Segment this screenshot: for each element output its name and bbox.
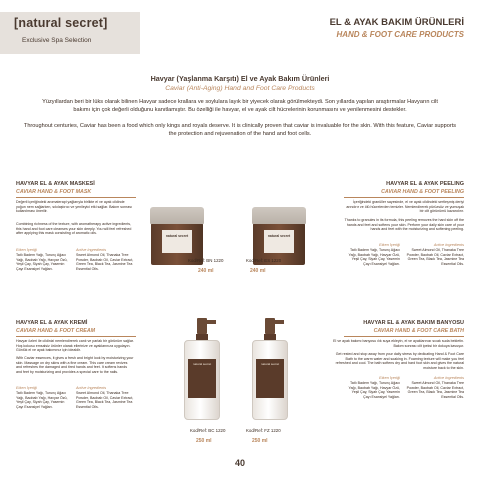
mask-ingredients-heading-en: Active Ingredients <box>76 248 107 252</box>
mask-jar-image <box>150 207 204 265</box>
bath-ingredients-en: Sweet Almond Oil, Thanaka Tree Powder, Baobab Oil, Caviar Extract, Green Tea, Black Tea, Jasmine Tea Essential Oils. <box>406 381 464 399</box>
bath-volume: 250 ml <box>252 438 268 444</box>
brand-tagline: Exclusive Spa Selection <box>22 37 92 44</box>
intro-section <box>0 64 480 138</box>
mask-ingredients-heading-tr: Etken İçeriği <box>16 248 37 252</box>
page-title-tr: EL & AYAK BAKIM ÜRÜNLERİ <box>329 17 464 28</box>
bath-ingredients-heading-en: Active Ingredients <box>433 376 464 380</box>
peeling-ingredients-en: Sweet Almond Oil, Thanaka Tree Powder, Baobab Oil, Caviar Extract, Green Tea, Black Tea, Jasmine Tea Essential Oils. <box>406 248 464 266</box>
mask-ingredients-tr: Tatlı Badem Yağı, Turunç Ağacı Yağı, Baobab Yağı, Havyar Özü, Yeşil Çay, Siyah Çay, Yasemin Çayı Esansiyel Yağları. <box>16 253 68 271</box>
bath-desc-tr: El ve ayak bakımı banyosu ılık suya ekleyin, el ve ayaklarınızı sıcak suda bekletin. Bakım sonrası cilt ipeksi bir dokuya kavuşur. <box>333 339 464 348</box>
page-title-en: HAND & FOOT CARE PRODUCTS <box>336 30 464 39</box>
page-header <box>330 17 464 39</box>
peeling-ingredients-tr: Tatlı Badem Yağı, Turunç Ağacı Yağı, Baobab Yağı, Havyar Özü, Yeşil Çay, Siyah Çay, Yasemin Çayı Esansiyel Yağları. <box>348 248 400 266</box>
cream-ingredients-en: Sweet Almond Oil, Thanaka Tree Powder, Baobab Oil, Caviar Extract, Green Tea, Black Tea, Jasmine Tea Essential Oils. <box>76 391 134 409</box>
mask-title-en: CAVIAR HAND & FOOT MASK <box>16 189 92 195</box>
intro-paragraph-tr: Yüzyıllardan beri bir lüks olarak bilinen Havyar sadece krallara ve soylulara layık bir yiyecek olarak görülmekteydi. Son yıllarda yapılan araştırmalar Havyarın cilt bakımı için çok değerli olduğunu kanıtlamıştır. Bu özelliği ile havyar, el ve ayak cilt hücrelerinin korunmasını ve yenilenmesini destekler. <box>42 99 438 113</box>
peeling-jar-image <box>252 207 306 265</box>
bath-bottle-image <box>250 318 290 420</box>
mask-ingredients-en: Sweet Almond Oil, Thanaka Tree Powder, Baobab Oil, Caviar Extract, Green Tea, Black Tea, Jasmine Tea Essential Oils. <box>76 253 134 271</box>
peeling-ingredients-heading-en: Active Ingredients <box>433 243 464 247</box>
cream-ingredients-heading-tr: Etken İçeriği <box>16 386 37 390</box>
cream-ingredients-tr: Tatlı Badem Yağı, Turunç Ağacı Yağı, Baobab Yağı, Havyar Özü, Yeşil Çay, Siyah Çay, Yasemin Çayı Esansiyel Yağları. <box>16 391 68 409</box>
mask-divider <box>16 197 136 198</box>
peeling-ref: Kod/Ref: ES 1220 <box>246 258 282 263</box>
brand-block <box>0 12 140 54</box>
cream-ingredients-heading-en: Active Ingredients <box>76 386 107 390</box>
cream-title-en: CAVIAR HAND & FOOT CREAM <box>16 328 96 334</box>
intro-heading-en: Caviar (Anti-Aging) Hand and Foot Care Products <box>165 85 315 92</box>
peeling-jar-label: natural secret <box>267 234 291 239</box>
bath-bottle-label: natural secret <box>260 361 280 366</box>
cream-divider <box>16 336 136 337</box>
peeling-divider <box>344 197 464 198</box>
cream-desc-en: With Caviar essences, it gives a fresh and bright look by moisturizing your skin. Massage on dry skins with a fine cream. This care cream revives and refreshes the damaged and tired hands and feet. It softens hands and feet by moisturizing and provides a special care to the nails. <box>16 356 134 374</box>
cream-title-tr: HAVYAR EL & AYAK KREMİ <box>16 320 88 326</box>
mask-volume: 240 ml <box>198 268 214 274</box>
peeling-desc-en: Thanks to granules in its formula, this peeling removes the hard skin off the hands and feet and softens your skin. Perform your daily skin care of your hands and feet with the moisturizing and softening peeling. <box>344 218 464 232</box>
bath-ingredients-heading-tr: Etken İçeriği <box>379 376 400 380</box>
mask-ref: Kod/Ref: BN 1220 <box>188 258 224 263</box>
mask-jar-label: natural secret <box>165 234 189 239</box>
cream-desc-tr: Havyar özleri ile cildinizi nemlendirerek canlı ve parlak bir görünüm sağlar. Hoş kokusu emsalsiz ürünler olarak ellerinize ve ayaklarınıza uygulayın. Günlük el ve ayak bakımınız için idealdir. <box>16 339 134 353</box>
mask-desc-en: Combining richness of the texture, with aromatherapy active ingredients, this hand and foot care cleanses your skin deeply. You will feel refreshed after applying this mask consisting of aromatic oils. <box>16 222 132 236</box>
cream-volume: 250 ml <box>196 438 212 444</box>
mask-desc-tr: Değerli içeriğindeki aromaterapi yağlarıyla birlikte el ve ayak cildinde yoğun nem sağlarken, sıkılaştırıcı ve yenileyici etki sağlar. Bakım sonrası kullanılması önerilir. <box>16 200 133 214</box>
bath-title-en: CAVIAR HAND & FOOT CARE BATH <box>373 328 464 334</box>
peeling-ingredients-heading-tr: Etken İçeriği <box>379 243 400 247</box>
cream-bottle-image <box>182 318 222 420</box>
intro-heading-tr: Havyar (Yaşlanma Karşıtı) El ve Ayak Bakım Ürünleri <box>150 74 330 83</box>
bath-desc-en: Get rested and stop away from your daily stress by dedicating Hand & Foot Care Bath to the warm water and soaking in. Foaming texture will make you feel refreshed and cool. The bath softens dry and hard foot skin and gives the natural moisture back to the skin. <box>335 352 464 370</box>
peeling-volume: 240 ml <box>250 268 266 274</box>
bath-ingredients-tr: Tatlı Badem Yağı, Turunç Ağacı Yağı, Baobab Yağı, Havyar Özü, Yeşil Çay, Siyah Çay, Yasemin Çayı Esansiyel Yağları. <box>348 381 400 399</box>
bath-ref: Kod/Ref: FZ 1220 <box>246 428 281 433</box>
bath-title-tr: HAVYAR EL & AYAK BAKIM BANYOSU <box>363 320 464 326</box>
cream-bottle-label: natural secret <box>192 361 212 366</box>
intro-paragraph-en: Throughout centuries, Caviar has been a food which only kings and royals deserve. It is clinically proven that caviar is invaluable for the skin. With this feature, Caviar supports the protection and rejuvenation of the hand and foot cells. <box>23 123 457 137</box>
bath-divider <box>344 336 464 337</box>
brand-logo: [natural secret] <box>14 16 108 30</box>
peeling-title-tr: HAVYAR EL & AYAK PEELING <box>386 181 464 187</box>
cream-ref: Kod/Ref: BC 1220 <box>190 428 226 433</box>
peeling-desc-tr: İçeriğindeki granüller sayesinde, el ve ayak cildindeki sertleşmiş deriyi arındırır ve ölü hücrelerden temizler. Nemlendirerek pürüzsüz ve yumuşak bir cilt görünümü kazandırır. <box>346 200 464 214</box>
mask-title-tr: HAVYAR EL & AYAK MASKESİ <box>16 181 95 187</box>
peeling-title-en: CAVIAR HAND & FOOT PEELING <box>381 189 464 195</box>
page-number: 40 <box>234 458 245 468</box>
